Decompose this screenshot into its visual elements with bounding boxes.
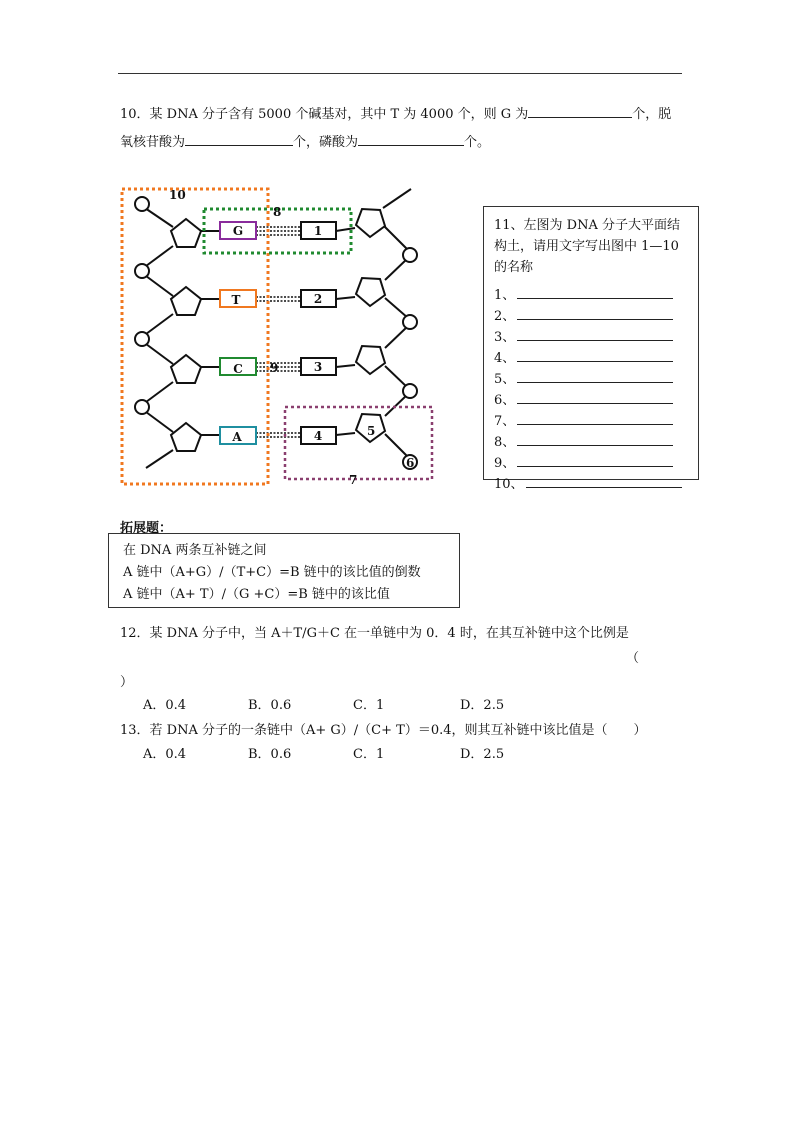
deoxyribose-pentagon — [356, 278, 385, 306]
q10-text-b: 个，脱 — [632, 107, 672, 122]
number-label-4: 4 — [313, 429, 323, 443]
right-phosphates — [403, 248, 417, 469]
phosphate-circle — [135, 264, 149, 278]
extension-title: 拓展题： — [120, 521, 173, 536]
q11-item[interactable] — [494, 473, 682, 493]
label-8: 8 — [273, 205, 282, 219]
q11-blank[interactable] — [526, 475, 682, 488]
q11-item-label: 8、 — [494, 435, 516, 450]
phosphate-circle — [135, 332, 149, 346]
q11-answer-box — [483, 206, 699, 492]
left-phosphates — [135, 197, 149, 414]
q11-item-label: 5、 — [494, 372, 516, 387]
q11-item-label: 3、 — [494, 330, 516, 345]
q11-blank[interactable] — [517, 454, 673, 467]
deoxyribose-pentagon — [171, 423, 201, 451]
label-6: 6 — [406, 456, 415, 470]
base-label-A: A — [232, 430, 242, 444]
phosphate-circle — [135, 197, 149, 211]
number-label-1: 1 — [313, 224, 323, 238]
q11-item-label: 2、 — [494, 309, 516, 324]
q11-blank[interactable] — [517, 328, 673, 341]
q12-option-b[interactable]: B．0.6 — [248, 698, 292, 713]
q11-item-label: 6、 — [494, 393, 516, 408]
deoxyribose-pentagon — [171, 287, 201, 315]
q12-paren-open: （ — [626, 651, 640, 666]
q11-blank[interactable] — [517, 286, 673, 299]
q11-item[interactable] — [494, 452, 673, 472]
q10-text-e: 个。 — [464, 135, 491, 150]
base-label-G: G — [232, 224, 244, 238]
extension-box — [108, 533, 460, 608]
left-sugars — [171, 219, 201, 451]
hydrogen-bonds — [256, 227, 302, 437]
deoxyribose-pentagon — [356, 346, 385, 374]
label-7: 7 — [349, 473, 358, 487]
q11-item-label: 10、 — [494, 477, 524, 492]
q11-item-label: 1、 — [494, 288, 516, 303]
deoxyribose-pentagon — [356, 209, 385, 237]
phosphate-circle — [135, 400, 149, 414]
q11-blank[interactable] — [517, 349, 673, 362]
q11-item-label: 9、 — [494, 456, 516, 471]
label-5: 5 — [367, 424, 376, 438]
q13-option-a[interactable]: A．0.4 — [143, 747, 187, 762]
q11-blank[interactable] — [517, 391, 673, 404]
q11-question: 11、左图为 DNA 分子大平面结构土，请用文字写出图中 1—10 的名称 — [494, 218, 680, 275]
q11-blank[interactable] — [517, 307, 673, 320]
extension-line2: A 链中（A+G）/（T+C）=B 链中的该比值的倒数 — [123, 565, 421, 580]
q11-item-label: 7、 — [494, 414, 516, 429]
q11-item[interactable] — [494, 431, 673, 451]
q13-question: 13．若 DNA 分子的一条链中（A+ G）/（C+ T）＝0.4，则其互补链中该比值是（ ） — [120, 723, 647, 738]
q13-option-b[interactable]: B．0.6 — [248, 747, 292, 762]
q11-item-label: 4、 — [494, 351, 516, 366]
base-label-C: C — [233, 362, 243, 376]
deoxyribose-pentagon — [171, 219, 201, 247]
q12-option-a[interactable]: A．0.4 — [143, 698, 187, 713]
q13-option-c[interactable]: C．1 — [353, 747, 385, 762]
q10-text-c: 氧核苷酸为 — [120, 135, 186, 150]
q11-blank[interactable] — [517, 412, 673, 425]
extension-line3: A 链中（A+ T）/（G +C）=B 链中的该比值 — [123, 587, 390, 602]
phosphate-circle — [403, 315, 417, 329]
q11-item[interactable] — [494, 305, 673, 325]
q13-option-d[interactable]: D．2.5 — [460, 747, 505, 762]
q11-item[interactable] — [494, 410, 673, 430]
q10-text-a: 10．某 DNA 分子含有 5000 个碱基对，其中 T 为 4000 个，则 G 为 — [120, 107, 529, 122]
q11-item[interactable] — [494, 347, 673, 367]
q11-item[interactable] — [494, 368, 673, 388]
number-label-3: 3 — [313, 360, 323, 374]
q12-question: 12．某 DNA 分子中，当 A＋T/G＋C 在一单链中为 0．4 时，在其互补链中这个比例是 — [120, 626, 629, 641]
phosphate-circle — [403, 248, 417, 262]
q12-paren-close: ） — [120, 675, 134, 690]
q12-option-d[interactable]: D．2.5 — [460, 698, 505, 713]
number-label-2: 2 — [313, 292, 323, 306]
extension-line1: 在 DNA 两条互补链之间 — [123, 543, 267, 558]
deoxyribose-pentagon — [171, 355, 201, 383]
q11-item[interactable] — [494, 326, 673, 346]
label-9: 9 — [270, 361, 279, 375]
q12-option-c[interactable]: C．1 — [353, 698, 385, 713]
q11-item[interactable] — [494, 389, 673, 409]
label-10: 10 — [169, 188, 186, 202]
q11-item[interactable] — [494, 284, 673, 304]
base-label-T: T — [231, 293, 241, 307]
phosphate-circle — [403, 384, 417, 398]
q10-text-d: 个，磷酸为 — [293, 135, 359, 150]
q11-blank[interactable] — [517, 433, 673, 446]
q11-blank[interactable] — [517, 370, 673, 383]
